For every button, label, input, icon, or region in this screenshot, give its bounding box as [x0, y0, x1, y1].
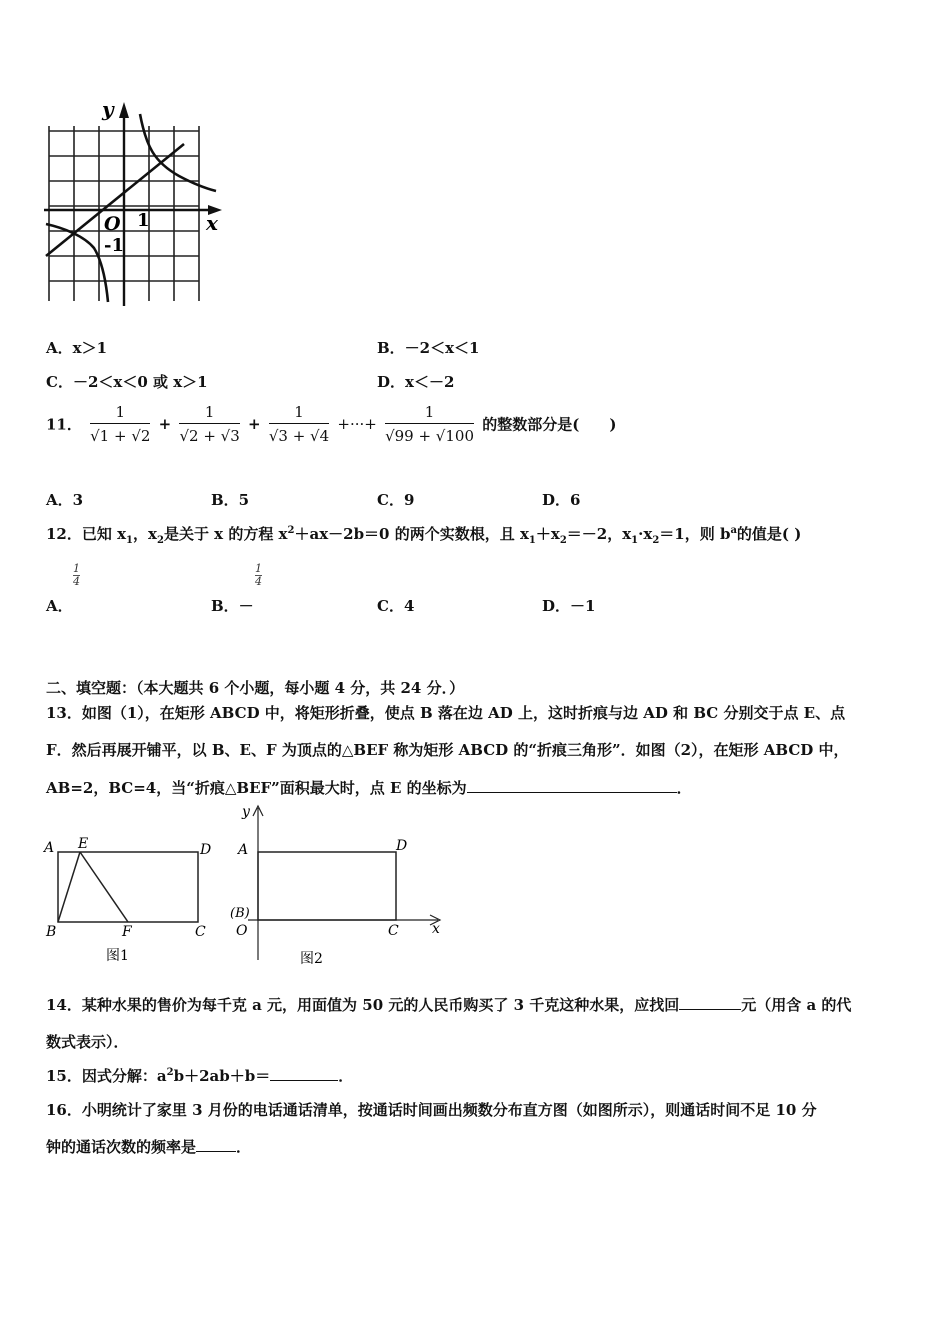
fig1-label-a: A	[44, 840, 55, 856]
fig1-label-b: B	[46, 924, 57, 940]
q11-plus-1: +	[158, 415, 172, 433]
fig2-label-d: D	[396, 838, 408, 854]
q14-line-2: 数式表示）．	[46, 1033, 129, 1051]
q12-option-a-fraction: 1 4	[73, 562, 80, 588]
q11-option-b: B．5	[211, 491, 250, 509]
q12-option-c: C．4	[377, 597, 415, 615]
q11-fraction-2: $\frac{1}{√2 + √3}$	[179, 403, 240, 445]
fig2-label-x: x	[432, 921, 440, 937]
fig1-label-d: D	[200, 842, 212, 858]
hyperbola-branch-upper	[140, 114, 216, 191]
q16-line-2: 钟的通话次数的频率是 ．	[46, 1138, 252, 1156]
q11-option-c: C．9	[377, 491, 415, 509]
fig2-label-y: y	[242, 804, 250, 820]
q16-line-1: 16．小明统计了家里 3 月份的电话通话清单，按通话时间画出频数分布直方图（如图所示），则通话时间不足 10 分	[46, 1101, 817, 1119]
q11-option-a: A．3	[46, 491, 84, 509]
graph-y-label: y	[102, 97, 114, 121]
y-axis-arrow	[119, 102, 129, 118]
q11-number: 11．	[46, 415, 82, 434]
fig2-label-b: (B)	[230, 906, 250, 921]
q10-option-d: D．x＜－2	[377, 373, 455, 391]
graph-neg-one-label: -1	[104, 235, 124, 256]
q11-plus-2: +	[248, 415, 261, 433]
q15-answer-blank[interactable]	[270, 1066, 338, 1081]
q12-option-a: A．	[46, 597, 73, 615]
q13-line-1: 13．如图（1），在矩形 ABCD 中，将矩形折叠，使点 B 落在边 AD 上，这时折痕与边 AD 和 BC 分别交于点 E、点	[46, 704, 846, 722]
fig2-rectangle	[258, 852, 396, 920]
figure-1	[40, 832, 225, 967]
fig2-caption: 图2	[300, 951, 323, 967]
q11-option-d: D．6	[542, 491, 581, 509]
q10-option-c: C．－2＜x＜0 或 x＞1	[46, 373, 208, 391]
fig1-label-c: C	[195, 924, 206, 940]
q10-option-b: B．－2＜x＜1	[377, 339, 480, 357]
fig1-segment-ef	[80, 852, 128, 922]
question-11	[46, 403, 616, 445]
q11-ellipsis: +···+	[337, 415, 377, 433]
q14-answer-blank[interactable]	[679, 995, 741, 1010]
graph-x-label: x	[206, 211, 218, 235]
fig1-segment-be	[58, 852, 80, 922]
fig2-label-o: O	[236, 923, 248, 939]
fig2-label-a: A	[238, 842, 249, 858]
graph-origin-label: O	[104, 213, 121, 235]
q16-answer-blank[interactable]	[196, 1137, 236, 1152]
q11-tail: 的整数部分是( )	[482, 415, 617, 434]
fig1-caption: 图1	[106, 948, 129, 964]
fig2-label-c: C	[388, 923, 399, 939]
q13-line-2: F．然后再展开铺平，以 B、E、F 为顶点的△BEF 称为矩形 ABCD 的“折痕三角形”．如图（2），在矩形 ABCD 中，	[46, 741, 849, 759]
fig1-label-e: E	[78, 836, 89, 852]
question-12: 12．已知 $x_1$，$x_2$是关于 x 的方程 $x^2+ax-2b=0$ 的两个实数根，且 $x_1+x_2=-2$，$x_1\cdot x_2=1$，则 $b^a$的值是( )	[46, 525, 802, 546]
graph-one-label: 1	[137, 210, 150, 231]
q13-line-3: AB=2，BC=4，当“折痕△BEF”面积最大时，点 E 的坐标为 ．	[46, 779, 692, 797]
q10-option-a: A．x＞1	[46, 339, 108, 357]
section-2-title: 二、填空题：（本大题共 6 个小题，每小题 4 分，共 24 分．）	[46, 679, 465, 697]
question-15: 15．因式分解：$a^2b+2ab+b=$ ．	[46, 1067, 354, 1085]
function-graph	[44, 96, 234, 306]
q12-option-d: D．－1	[542, 597, 596, 615]
figure-2	[228, 800, 458, 970]
q11-fraction-1: $\frac{1}{√1 + √2}$	[90, 403, 151, 445]
fig1-label-f: F	[122, 924, 132, 940]
q14-line-1: 14．某种水果的售价为每千克 a 元，用面值为 50 元的人民币购买了 3 千克这种水果，应找回 元（用含 a 的代	[46, 996, 852, 1014]
q12-option-b-fraction: 1 4	[255, 562, 262, 588]
q12-option-b: B．－	[211, 597, 254, 615]
fig1-rectangle	[58, 852, 198, 922]
q13-answer-blank[interactable]	[467, 778, 677, 793]
q11-fraction-4: $\frac{1}{√99 + √100}$	[385, 403, 475, 445]
q11-fraction-3: $\frac{1}{√3 + √4}$	[268, 403, 330, 445]
